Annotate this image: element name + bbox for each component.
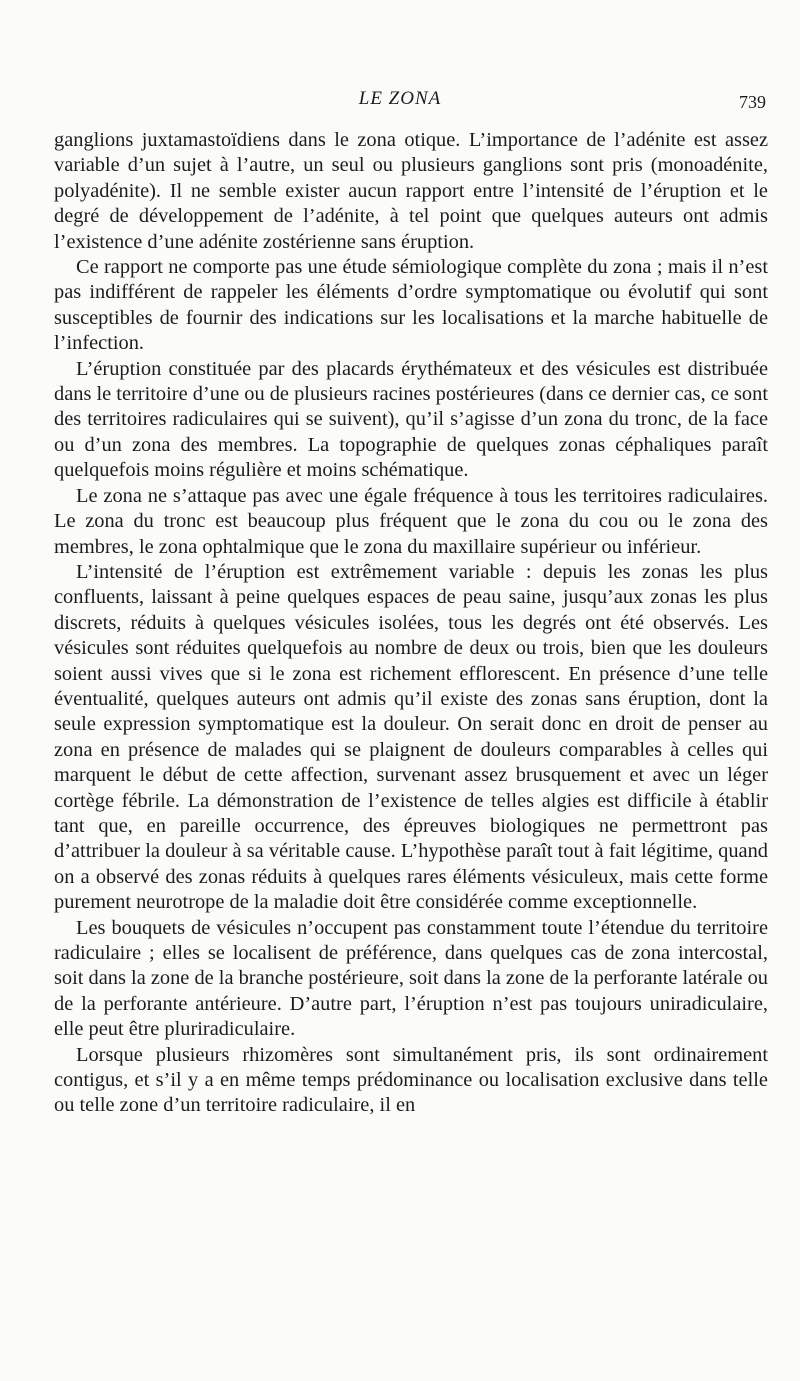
paragraph: Le zona ne s’attaque pas avec une égale fréquence à tous les territoires radiculaires. Le zona du tronc est beaucoup plus fréquent que le zona du cou ou le zona des membres, le zona ophtalmique que le zona du maxillaire supérieur ou inférieur.: [54, 484, 768, 558]
paragraph: L’éruption constituée par des placards érythémateux et des vésicules est distribuée dans le territoire d’une ou de plusieurs racines postérieures (dans ce dernier cas, ce sont des territoires radiculaires qui se suivent), qu’il s’agisse d’un zona du tronc, de la face ou d’un zona des membres. La topographie de quelques zonas céphaliques paraît quelquefois moins régulière et moins schématique.: [54, 357, 768, 482]
paragraph: Ce rapport ne comporte pas une étude sémiologique complète du zona ; mais il n’est pas indifférent de rappeler les éléments d’ordre symptomatique ou évolutif qui sont susceptibles de fournir des indications sur les localisations et la marche habituelle de l’infection.: [54, 256, 768, 355]
running-title: LE ZONA: [358, 88, 442, 109]
paragraph: L’intensité de l’éruption est extrêmement variable : depuis les zonas les plus confluents, laissant à peine quelques espaces de peau saine, jusqu’aux zonas les plus discrets, réduits à quelques vésicules isolées, tous les degrés ont été observés. Les vésicules sont réduites quelquefois au nombre de deux ou trois, bien que les douleurs soient aussi vives que si le zona est richement efflorescent. En présence d’une telle éventualité, quelques auteurs ont admis qu’il existe des zonas sans éruption, dont la seule expression symptomatique est la douleur. On serait donc en droit de penser au zona en présence de malades qui se plaignent de douleurs comparables à celles qui marquent le début de cette affection, survenant assez brusquement et avec un léger cortège fébrile. La démonstration de l’existence de telles algies est difficile à établir tant que, en pareille occurrence, des épreuves biologiques ne permettront pas d’attribuer la douleur à sa véritable cause. L’hypothèse paraît tout à fait légitime, quand on a observé des zonas réduits à quelques rares éléments vésiculeux, mais cette forme purement neurotrope de la maladie doit être considérée comme exceptionnelle.: [54, 560, 768, 914]
running-head: [0, 88, 800, 114]
page-number: 739: [739, 92, 766, 112]
paragraph: ganglions juxtamastoïdiens dans le zona otique. L’importance de l’adénite est assez variable d’un sujet à l’autre, un seul ou plusieurs ganglions sont pris (monoadénite, polyadénite). Il ne semble exister aucun rapport entre l’intensité de l’éruption et le degré de développement de l’adénite, à tel point que quelques auteurs ont admis l’existence d’une adénite zostérienne sans éruption.: [54, 129, 768, 253]
body-text: [54, 128, 768, 1119]
paragraph: Lorsque plusieurs rhizomères sont simultanément pris, ils sont ordinairement contigus, et s’il y a en même temps prédominance ou localisation exclusive dans telle ou telle zone d’un territoire radiculaire, il en: [54, 1043, 768, 1117]
paragraph: Les bouquets de vésicules n’occupent pas constamment toute l’étendue du territoire radiculaire ; elles se localisent de préférence, dans quelques cas de zona intercostal, soit dans la zone de la branche postérieure, soit dans la zone de la perforante latérale ou de la perforante antérieure. D’autre part, l’éruption n’est pas toujours uniradiculaire, elle peut être pluriradiculaire.: [54, 916, 768, 1041]
